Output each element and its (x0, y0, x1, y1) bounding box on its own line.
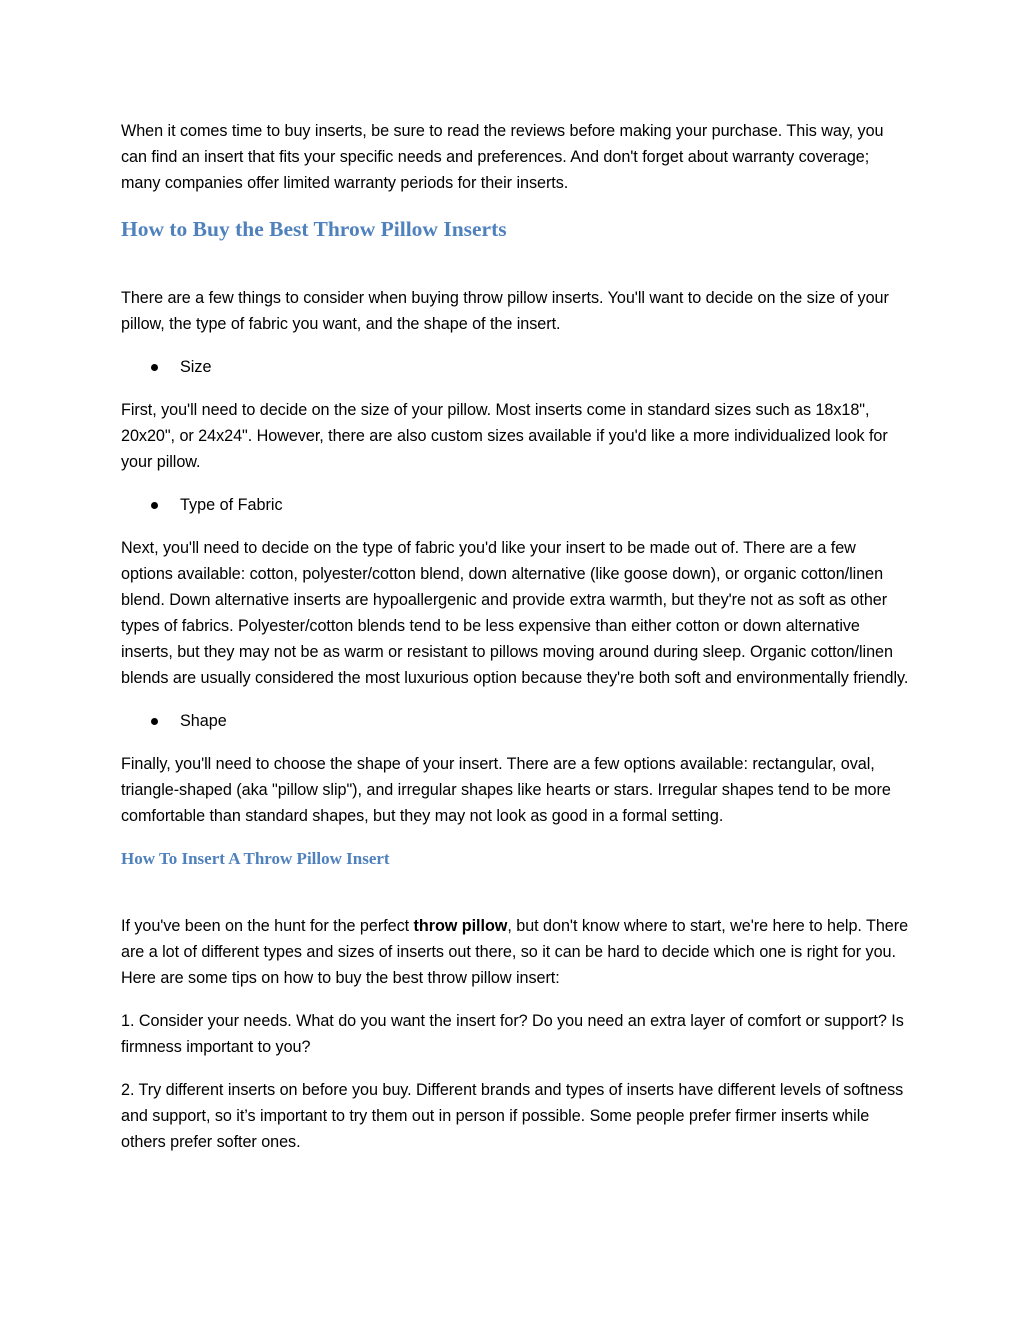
intro-paragraph: When it comes time to buy inserts, be sure to read the reviews before making your purchase. This way, you can find an insert that fits your specific needs and preferences. And don't forget about warranty coverage; many companies offer limited warranty periods for their inserts. (121, 122, 884, 192)
list-item (121, 492, 911, 518)
list-item-label: Type of Fabric (180, 496, 283, 514)
intro-text-before: If you've been on the hunt for the perfect (121, 917, 414, 935)
shape-paragraph: Finally, you'll need to choose the shape of your insert. There are a few options available: rectangular, oval, triangle-shaped (aka "pillow slip"), and irregular shapes like hearts or stars. Irregular shapes tend to be more comfortable than standard shapes, but they may not look as good in a formal setting. (121, 755, 891, 825)
list-item-label: Size (180, 358, 212, 376)
bullet-list-shape (121, 708, 911, 734)
intro-text-after: , but don't know where to start, we're here to help. There are a lot of different types and sizes of inserts out there, so it can be hard to decide which one is right for you. Here are some tips on how to buy the best throw pillow insert: (121, 917, 909, 987)
list-item (121, 708, 911, 734)
bullet-icon (151, 718, 158, 725)
section1-intro-paragraph: There are a few things to consider when buying throw pillow inserts. You'll want to decide on the size of your pillow, the type of fabric you want, and the shape of the insert. (121, 289, 889, 333)
document-page (121, 118, 911, 1155)
bullet-icon (151, 502, 158, 509)
section-heading-insert-pillow: How To Insert A Throw Pillow Insert (121, 849, 390, 868)
list-item-label: Shape (180, 712, 227, 730)
fabric-paragraph: Next, you'll need to decide on the type of fabric you'd like your insert to be made out of. There are a few options available: cotton, polyester/cotton blend, down alternative (like goose down), or organic cotton/linen blend. Down alternative inserts are hypoallergenic and provide extra warmth, but they're not as soft as other types of fabrics. Polyester/cotton blends tend to be less expensive than either cotton or down alternative inserts, but they may not be as warm or resistant to pillows moving around during sleep. Organic cotton/linen blends are usually considered the most luxurious option because they're both soft and environmentally friendly. (121, 539, 909, 687)
throw-pillow-keyword: throw pillow (413, 917, 508, 935)
section-heading-buy-inserts: How to Buy the Best Throw Pillow Inserts (121, 217, 507, 241)
bullet-icon (151, 364, 158, 371)
section2-intro-paragraph (121, 913, 911, 991)
list-item (121, 354, 911, 380)
bullet-list-size (121, 354, 911, 380)
size-paragraph: First, you'll need to decide on the size of your pillow. Most inserts come in standard sizes such as 18x18", 20x20", or 24x24". However, there are also custom sizes available if you'd like a more individualized look for your pillow. (121, 401, 888, 471)
tip-paragraph-2: 2. Try different inserts on before you buy. Different brands and types of inserts have different levels of softness and support, so it’s important to try them out in person if possible. Some people prefer firmer inserts while others prefer softer ones. (121, 1081, 904, 1151)
bullet-list-fabric (121, 492, 911, 518)
tip-paragraph-1: 1. Consider your needs. What do you want the insert for? Do you need an extra layer of comfort or support? Is firmness important to you? (121, 1012, 904, 1056)
